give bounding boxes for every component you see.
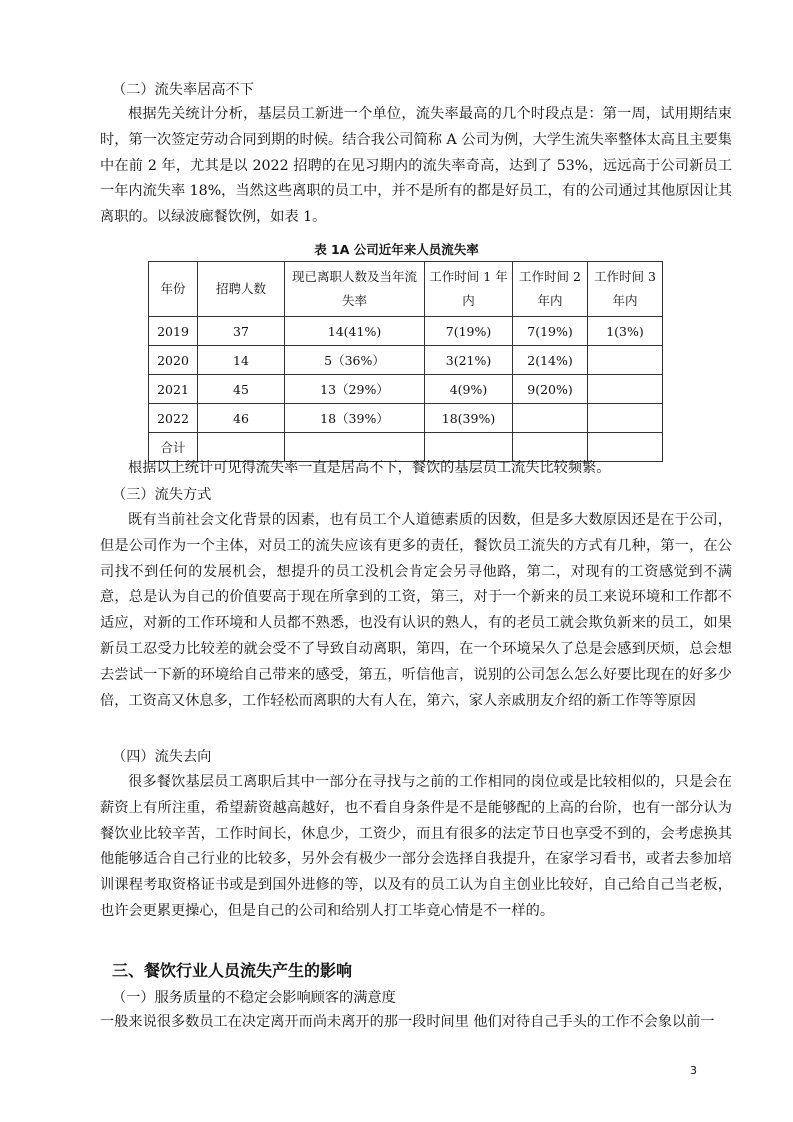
table-cell bbox=[588, 375, 663, 404]
paragraph-loss-destination: 很多餐饮基层员工离职后其中一部分在寻找与之前的工作相同的岗位或是比较相似的，只是会在薪资上有所注重，希望薪资越高越好，也不看自身条件是不是能够配的上高的台阶，也有一部分认为餐饮业比较辛苦，工作时间长，休息少，工资少，而且有很多的法定节日也享受不到的，会考虑换其他能够适合自己行业的比较多，另外会有极少一部分会选择自我提升，在家学习看书，或者去参加培训课程考取资格证书或是到国外进修的等，以及有的员工认为自主创业比较好，自己给自己当老板，也许会更累更操心，但是自己的公司和给别人打工毕竟心情是不一样的。 bbox=[100, 774, 732, 919]
table-cell: 13（29%） bbox=[285, 375, 425, 404]
table-cell bbox=[513, 404, 588, 433]
section-heading-4: （四）流失去向 bbox=[112, 749, 212, 765]
table-row bbox=[149, 375, 663, 404]
paragraph-loss-rate: 根据先关统计分析，基层员工新进一个单位，流失率最高的几个时段点是：第一周，试用期结束时，第一次签定劳动合同到期的时候。结合我公司简称 A 公司为例，大学生流失率整体太高且主要集中在前 2 年，尤其是以 2022 招聘的在见习期内的流失率奇高，达到了 53%，远远高于公司新员工一年内流失率 18%，当然这些离职的员工中，并不是所有的都是好员工，有的公司通过其他原因让其离职的。以绿波廊餐饮例，如表 1。 bbox=[100, 106, 732, 226]
header-recruited: 招聘人数 bbox=[198, 262, 285, 317]
table-cell: 5（36%） bbox=[285, 346, 425, 375]
table-cell: 4(9%) bbox=[425, 375, 513, 404]
table-cell: 46 bbox=[198, 404, 285, 433]
table-cell: 9(20%) bbox=[513, 375, 588, 404]
table-cell: 2021 bbox=[149, 375, 198, 404]
table-cell: 7(19%) bbox=[425, 317, 513, 346]
page-number: 3 bbox=[690, 1064, 697, 1077]
table-cell: 合计 bbox=[149, 433, 198, 462]
header-2-years: 工作时间 2 年内 bbox=[513, 262, 588, 317]
table-cell: 2020 bbox=[149, 346, 198, 375]
table-cell: 14(41%) bbox=[285, 317, 425, 346]
table-row bbox=[149, 404, 663, 433]
subsection-heading-3-1: （一）服务质量的不稳定会影响顾客的满意度 bbox=[112, 990, 396, 1006]
paragraph-after-table: 根据以上统计可见得流失率一直是居高不下，餐饮的基层员工流失比较频繁。 bbox=[128, 460, 611, 476]
table-cell: 2019 bbox=[149, 317, 198, 346]
header-year: 年份 bbox=[149, 262, 198, 317]
chapter-heading-3: 三、餐饮行业人员流失产生的影响 bbox=[112, 961, 353, 980]
table-caption: 表 1A 公司近年来人员流失率 bbox=[314, 242, 479, 257]
table-cell bbox=[588, 404, 663, 433]
table-row bbox=[149, 317, 663, 346]
table-row bbox=[149, 346, 663, 375]
section-heading-2: （二）流失率居高不下 bbox=[112, 82, 254, 98]
table-cell: 1(3%) bbox=[588, 317, 663, 346]
table-cell: 37 bbox=[198, 317, 285, 346]
section-heading-3: （三）流失方式 bbox=[112, 487, 212, 503]
table-cell: 18(39%) bbox=[425, 404, 513, 433]
paragraph-service-quality: 一般来说很多数员工在决定离开而尚未离开的那一段时间里 他们对待自己手头的工作不会象以前一 bbox=[100, 1014, 715, 1030]
table-cell: 45 bbox=[198, 375, 285, 404]
header-1-year: 工作时间 1 年内 bbox=[425, 262, 513, 317]
table-cell: 2022 bbox=[149, 404, 198, 433]
header-3-years: 工作时间 3 年内 bbox=[588, 262, 663, 317]
paragraph-loss-modes: 既有当前社会文化背景的因素，也有员工个人道德素质的因数，但是多大数原因还是在于公司，但是公司作为一个主体，对员工的流失应该有更多的责任，餐饮员工流失的方式有几种，第一，在公司找不到任何的发展机会，想提升的员工没机会肯定会另寻他路，第二，对现有的工资感觉到不满意，总是认为自己的价值要高于现在所拿到的工资，第三，对于一个新来的员工来说环境和工作都不适应，对新的工作环境和人员都不熟悉，也没有认识的熟人，有的老员工就会欺负新来的员工，如果新员工忍受力比较差的就会受不了导致自动离职，第四，在一个环境呆久了总是会感到厌烦，总会想去尝试一下新的环境给自己带来的感受，第五，听信他言，说别的公司怎么怎么好要比现在的好多少倍，工资高又休息多，工作轻松而离职的大有人在，第六，家人亲戚朋友介绍的新工作等等原因 bbox=[100, 512, 732, 709]
table-cell: 14 bbox=[198, 346, 285, 375]
table-cell: 7(19%) bbox=[513, 317, 588, 346]
table-cell: 18（39%） bbox=[285, 404, 425, 433]
table-cell bbox=[588, 346, 663, 375]
table-cell: 2(14%) bbox=[513, 346, 588, 375]
loss-rate-table bbox=[148, 261, 663, 462]
table-header-row bbox=[149, 262, 663, 317]
table-cell: 3(21%) bbox=[425, 346, 513, 375]
header-left: 现已离职人数及当年流失率 bbox=[285, 262, 425, 317]
